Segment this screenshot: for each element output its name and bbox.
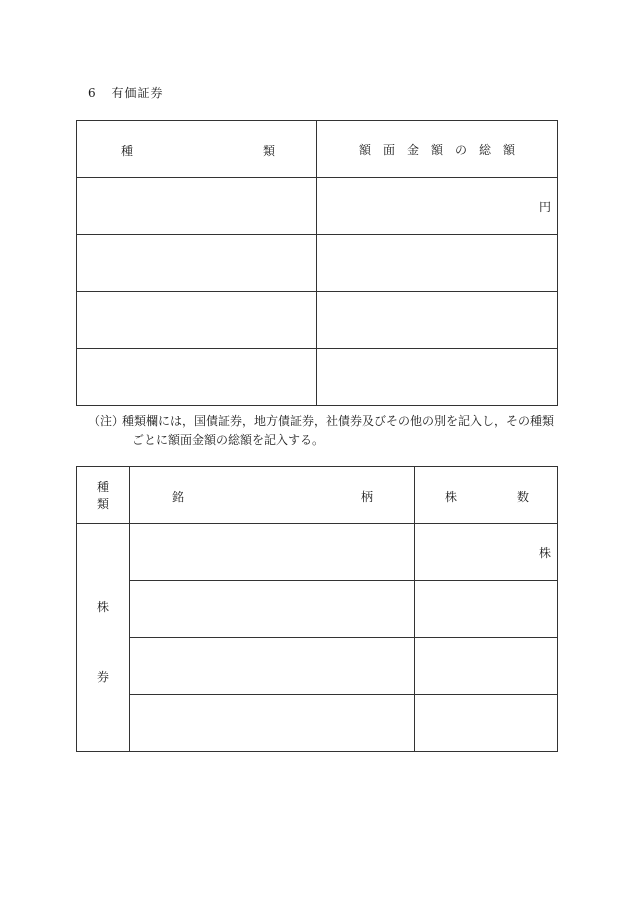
note-label: （注） bbox=[88, 414, 125, 428]
table-row bbox=[77, 524, 558, 581]
table-row bbox=[77, 349, 558, 406]
kind-cell[interactable] bbox=[77, 292, 317, 349]
header-quantity bbox=[415, 467, 558, 524]
header-total-char: の bbox=[455, 142, 468, 157]
quantity-cell[interactable] bbox=[415, 695, 558, 752]
table-header-row bbox=[77, 121, 558, 178]
stock-kind-char: 株 bbox=[97, 600, 110, 614]
header-total-char: 額 bbox=[358, 142, 371, 157]
table-row bbox=[77, 235, 558, 292]
stock-kind-cell bbox=[77, 524, 130, 752]
note-line-1: 種類欄には，国債証券，地方債証券，社債券及びその他の別を記入し，その種類 bbox=[122, 414, 555, 428]
table-header-row bbox=[77, 467, 558, 524]
brand-cell[interactable] bbox=[130, 581, 415, 638]
brand-cell[interactable] bbox=[130, 695, 415, 752]
table-row bbox=[77, 695, 558, 752]
brand-cell[interactable] bbox=[130, 524, 415, 581]
table-row bbox=[77, 292, 558, 349]
header-qty-char: 数 bbox=[517, 490, 530, 504]
quantity-cell[interactable] bbox=[415, 581, 558, 638]
table-row bbox=[77, 581, 558, 638]
section-title bbox=[88, 84, 163, 101]
header-kind-char: 類 bbox=[96, 497, 109, 511]
header-kind-char: 類 bbox=[263, 144, 276, 158]
header-brand-char: 柄 bbox=[361, 490, 374, 504]
total-cell[interactable] bbox=[317, 235, 558, 292]
header-kind-char: 種 bbox=[121, 144, 134, 158]
header-total-char: 総 bbox=[479, 142, 492, 157]
header-qty-char: 株 bbox=[445, 490, 458, 504]
header-total-char: 額 bbox=[503, 142, 516, 157]
section-number: 6 bbox=[88, 86, 97, 100]
header-total-face-value bbox=[317, 121, 558, 178]
quantity-cell[interactable]: 株 bbox=[415, 524, 558, 581]
stock-table bbox=[76, 466, 558, 752]
section-name: 有価証券 bbox=[111, 86, 164, 100]
stock-kind-char: 券 bbox=[97, 670, 110, 684]
header-brand bbox=[130, 467, 415, 524]
header-kind bbox=[77, 467, 130, 524]
total-cell[interactable]: 円 bbox=[317, 178, 558, 235]
brand-cell[interactable] bbox=[130, 638, 415, 695]
total-cell[interactable] bbox=[317, 292, 558, 349]
total-cell[interactable] bbox=[317, 349, 558, 406]
header-kind bbox=[77, 121, 317, 178]
header-total-char: 面 bbox=[382, 142, 395, 157]
quantity-cell[interactable] bbox=[415, 638, 558, 695]
header-brand-char: 銘 bbox=[172, 490, 185, 504]
note-line-2: ごとに額面金額の総額を記入する。 bbox=[132, 433, 325, 447]
header-total-char: 金 bbox=[406, 142, 419, 157]
note bbox=[88, 412, 563, 450]
header-total-char: 額 bbox=[430, 142, 443, 157]
kind-cell[interactable] bbox=[77, 349, 317, 406]
table-row bbox=[77, 178, 558, 235]
kind-cell[interactable] bbox=[77, 178, 317, 235]
header-kind-char: 種 bbox=[96, 480, 109, 494]
securities-table bbox=[76, 120, 558, 406]
table-row bbox=[77, 638, 558, 695]
kind-cell[interactable] bbox=[77, 235, 317, 292]
